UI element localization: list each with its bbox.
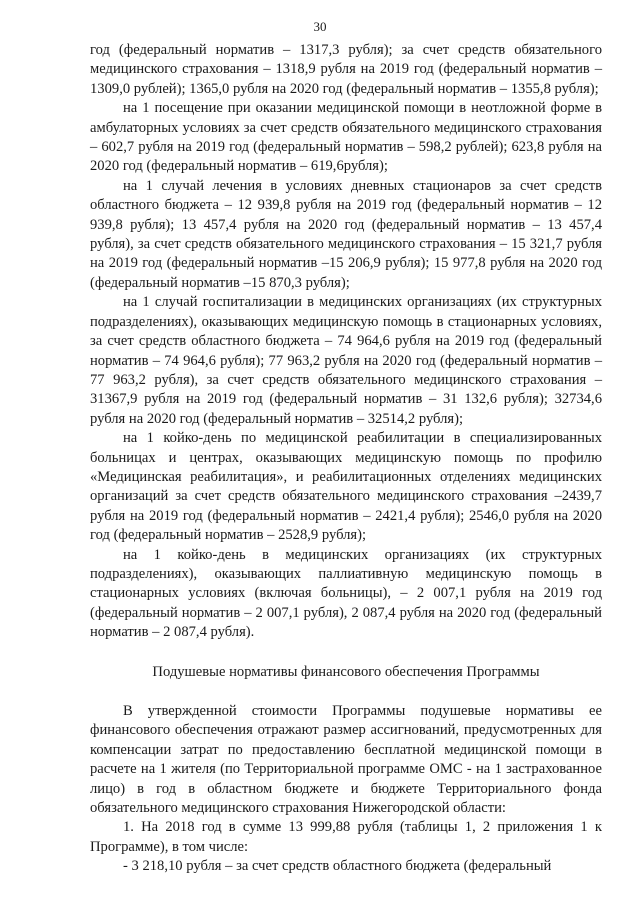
paragraph-urgent-visit-norm: на 1 посещение при оказании медицинской помощи в неотложной форме в амбулаторных условиях за счет средств обязательного медицинского страхования – 602,7 рубля на 2019 год (федеральный норматив – 598,2 рублей); 623,8 рубля на 2020 год (федеральный норматив – 619,6рубля); xyxy=(90,100,602,175)
document-body xyxy=(90,41,602,877)
section-heading: Подушевые нормативы финансового обеспечения Программы xyxy=(152,663,540,680)
paragraph-2018-total: 1. На 2018 год в сумме 13 999,88 рубля (таблицы 1, 2 приложения 1 к Программе), в том числе: xyxy=(90,819,602,855)
paragraph-palliative-norm: на 1 койко-день в медицинских организациях (их структурных подразделениях), оказывающих паллиативную медицинскую помощь в стационарных условиях (включая больницы), – 2 007,1 рубля на 2019 год (федеральный норматив – 2 007,1 рубля), 2 087,4 рубля на 2020 год (федеральный норматив – 2 087,4 рубля). xyxy=(90,546,602,641)
paragraph-day-hospital-norm: на 1 случай лечения в условиях дневных стационаров за счет средств областного бюджета – 12 939,8 рубля на 2019 год (федеральный норматив – 12 939,8 рубля); 13 457,4 рубля на 2020 год (федеральный норматив – 13 457,4 рубля), за счет средств обязательного медицинского страхования – 15 321,7 рубля на 2019 год (федеральный норматив –15 206,9 рубля); 15 977,8 рубля на 2020 год (федеральный норматив –15 870,3 рубля); xyxy=(90,177,602,291)
paragraph-rehabilitation-norm: на 1 койко-день по медицинской реабилитации в специализированных больницах и центрах, оказывающих медицинскую помощь по профилю «Медицинская реабилитация», и реабилитационных отделениях медицинских организаций за счет средств обязательного медицинского страхования –2439,7 рубля на 2019 год (федеральный норматив – 2421,4 рубля); 2546,0 рубля на 2020 год (федеральный норматив – 2528,9 рубля); xyxy=(90,430,602,544)
paragraph-per-capita-intro: В утвержденной стоимости Программы подушевые нормативы ее финансового обеспечения отражают размер ассигнований, предусмотренных для компенсации затрат по предоставлению бесплатной медицинской помощи в расчете на 1 жителя (по Территориальной программе ОМС - на 1 застрахованное лицо) в год в областном бюджете и бюджете Территориального фонда обязательного медицинского страхования Нижегородской области: xyxy=(90,703,602,817)
paragraph-continuation: год (федеральный норматив – 1317,3 рубля); за счет средств обязательного медицинского страхования – 1318,9 рубля на 2019 год (федеральный норматив – 1309,0 рублей); 1365,0 рубля на 2020 год (федеральный норматив – 1355,8 рубля); xyxy=(90,42,602,97)
paragraph-hospitalization-norm: на 1 случай госпитализации в медицинских организациях (их структурных подразделениях), оказывающих медицинскую помощь в стационарных условиях, за счет средств областного бюджета – 74 964,6 рубля на 2019 год (федеральный норматив – 74 964,6 рубля); 77 963,2 рубля на 2020 год (федеральный норматив – 77 963,2 рубля), за счет средств обязательного медицинского страхования – 31367,9 рубля на 2019 год (федеральный норматив – 31 132,6 рубля); 32734,6 рубля на 2020 год (федеральный норматив – 32514,2 рубля); xyxy=(90,294,602,427)
paragraph-regional-budget: - 3 218,10 рубля – за счет средств областного бюджета (федеральный xyxy=(123,858,552,875)
page-number: 30 xyxy=(313,19,327,34)
